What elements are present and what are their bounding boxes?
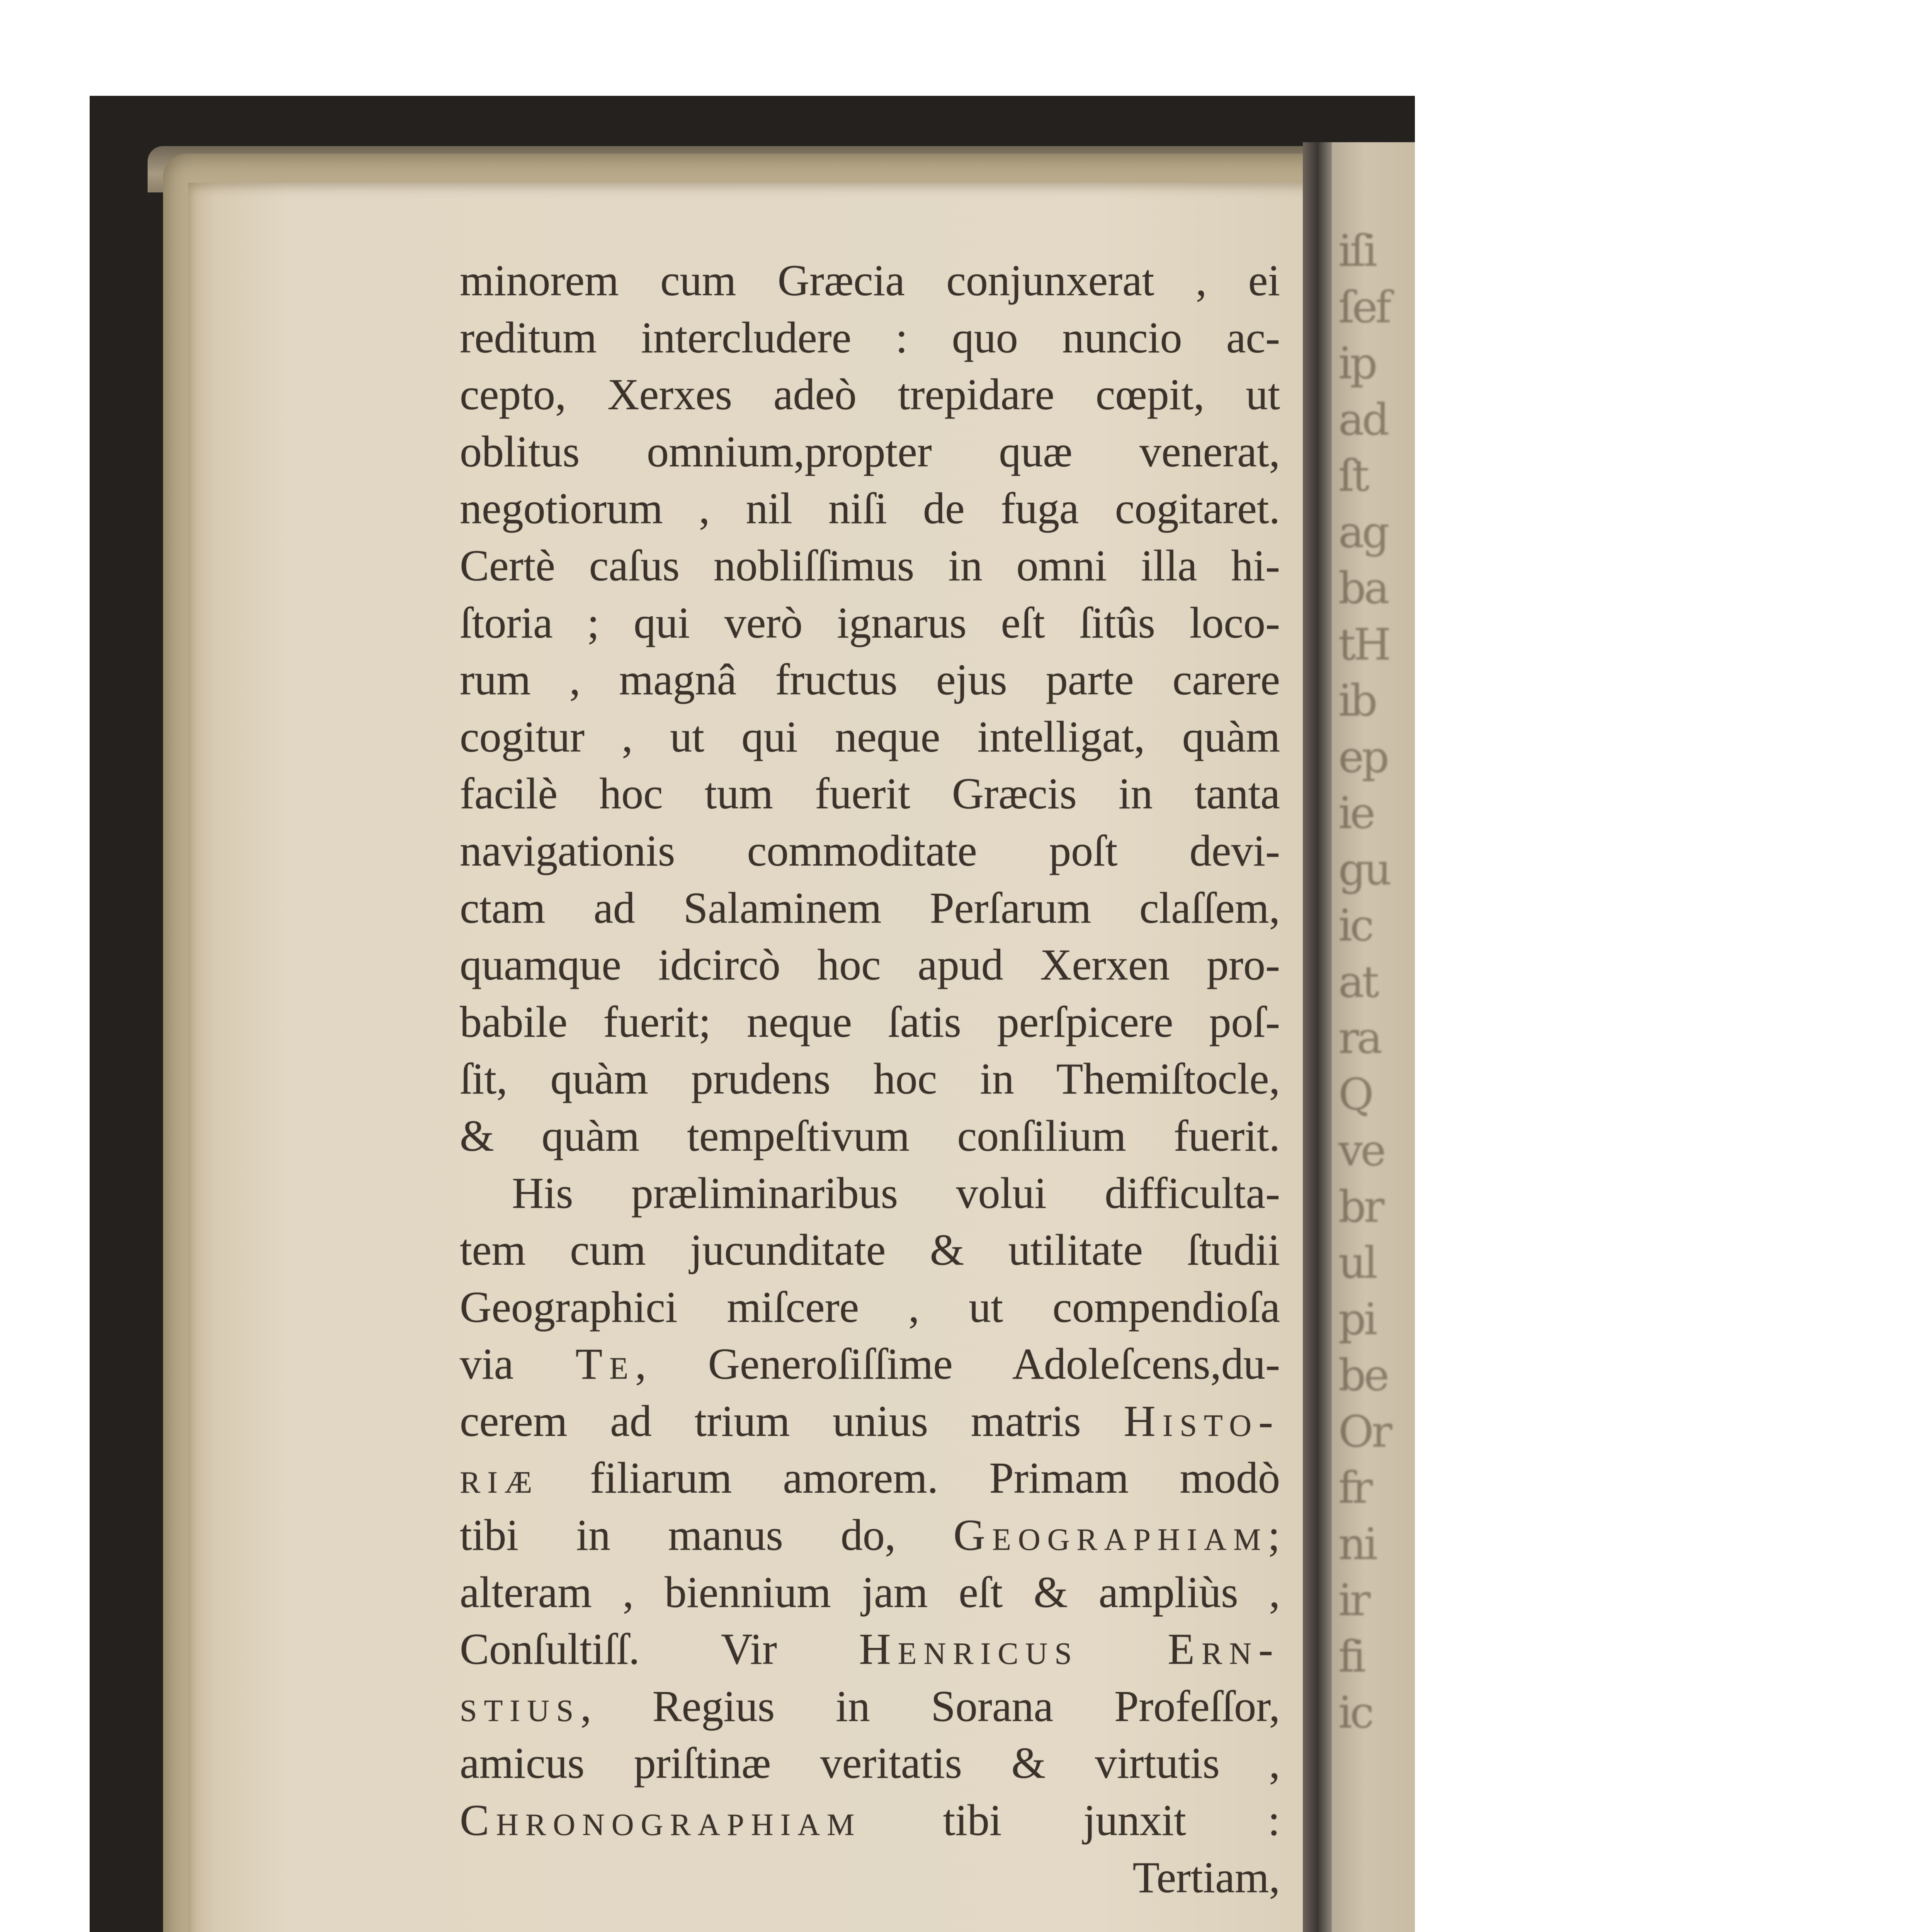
text-line: minorem cum Græcia conjunxerat , ei — [460, 256, 1280, 305]
text-span: tibi junxit : — [861, 1796, 1280, 1845]
text-span: filiarum amorem. Primam modò — [539, 1453, 1280, 1503]
text-line: alteram , biennium jam eſt & ampliùs , — [460, 1567, 1280, 1617]
text-span: , Regius in Sorana Profeſſor, — [580, 1681, 1280, 1731]
text-span: Conſultiſſ. Vir — [460, 1624, 859, 1674]
text-span: tibi in manus do, — [460, 1510, 954, 1560]
text-line: His præliminaribus volui difficulta- — [512, 1168, 1280, 1218]
text-line — [460, 1393, 1280, 1450]
text-line: quamque idcircò hoc apud Xerxen pro- — [460, 940, 1280, 990]
text-line: babile fuerit; neque ſatis perſpicere poſ- — [460, 997, 1280, 1046]
small-caps-chronographiam: Chronographiam — [460, 1796, 862, 1845]
catchword: Tertiam, — [1132, 1852, 1280, 1902]
text-line: amicus priſtinæ veritatis & virtutis , — [460, 1738, 1280, 1788]
small-caps-te: Te — [575, 1339, 635, 1389]
text-span: ; — [1268, 1510, 1280, 1560]
text-span: via — [460, 1339, 576, 1389]
text-line: oblitus omnium,propter quæ venerat, — [460, 427, 1280, 476]
small-caps-henricus: Henricus Ern- — [859, 1624, 1280, 1674]
text-line — [460, 1678, 1280, 1735]
text-line: ſtoria ; qui verò ignarus eſt ſitûs loco- — [460, 598, 1280, 647]
text-line: reditum intercludere : quo nuncio ac- — [460, 313, 1280, 362]
text-line: rum , magnâ fructus ejus parte carere — [460, 655, 1280, 704]
text-line: negotiorum , nil niſi de fuga cogitaret. — [460, 484, 1280, 533]
text-span: cerem ad trium unius matris — [460, 1396, 1124, 1446]
text-span: , Generoſiſſime Adoleſcens,du- — [635, 1339, 1280, 1389]
small-caps-historiae: Histo- — [1124, 1396, 1280, 1446]
text-line — [460, 1621, 1280, 1678]
page-text — [460, 252, 1280, 1906]
text-line: navigationis commoditate poſt devi- — [460, 826, 1280, 875]
text-line: Geographici miſcere , ut compendioſa — [460, 1282, 1280, 1332]
book-gutter — [1303, 142, 1332, 1932]
text-line — [460, 1507, 1280, 1564]
text-line — [460, 1449, 1280, 1507]
text-line: cepto, Xerxes adeò trepidare cœpit, ut — [460, 370, 1280, 419]
text-line — [460, 1335, 1280, 1393]
text-line: facilè hoc tum fuerit Græcis in tanta — [460, 769, 1280, 818]
text-line: tem cum jucunditate & utilitate ſtudii — [460, 1225, 1280, 1275]
small-caps-geographiam: Geographiam — [953, 1510, 1268, 1560]
small-caps-ernstius-end: stius — [460, 1681, 581, 1731]
text-line — [460, 1792, 1280, 1849]
text-line: ctam ad Salaminem Perſarum claſſem, — [460, 883, 1280, 932]
text-line: & quàm tempeſtivum conſilium fuerit. — [460, 1111, 1280, 1160]
text-line: Certè caſus nobliſſimus in omni illa hi- — [460, 541, 1280, 590]
text-line: cogitur , ut qui neque intelligat, quàm — [460, 712, 1280, 761]
facing-page-text: iſi ſef ip ad ſt ag ba tH ib ep ie gu ic at ra Q ve br ul pi be Or fr ni ir fi ic — [1338, 226, 1390, 1738]
text-line: ſit, quàm prudens hoc in Themiſtocle, — [460, 1054, 1280, 1104]
small-caps-historiae-end: riæ — [460, 1453, 539, 1503]
